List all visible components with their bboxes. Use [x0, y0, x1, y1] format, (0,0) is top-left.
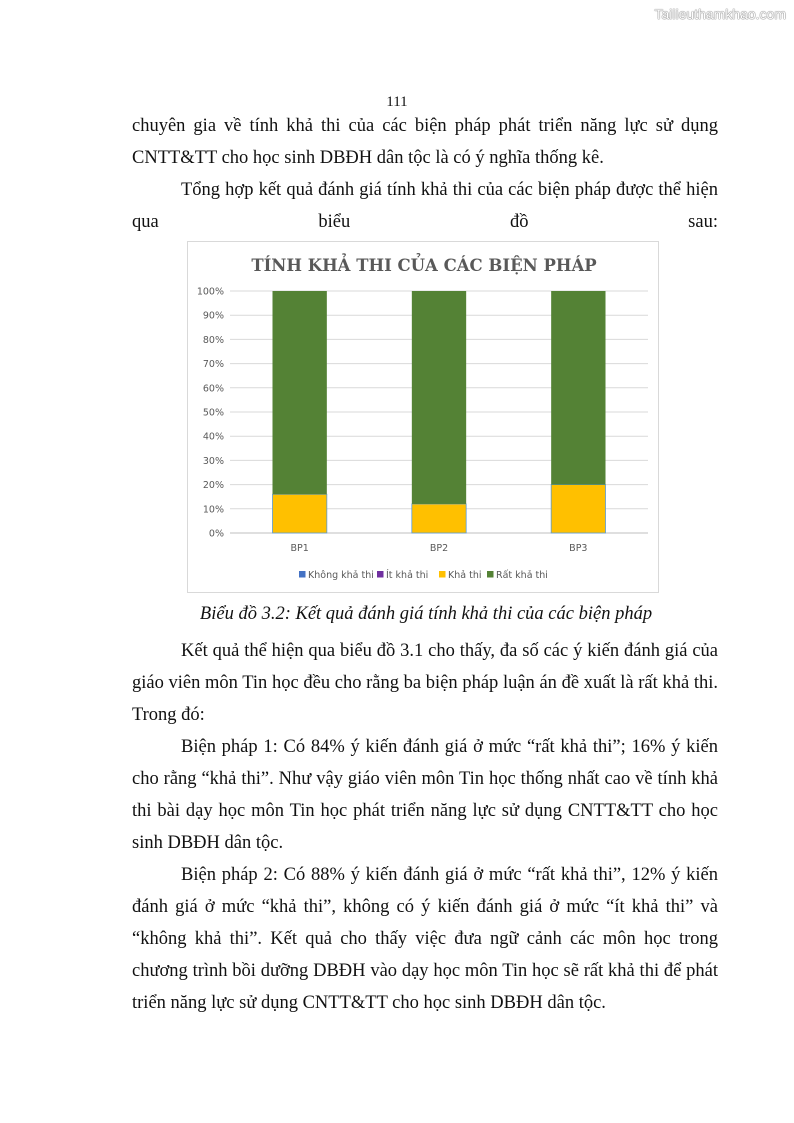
y-tick-label: 60% [202, 383, 224, 395]
text-block-bottom [132, 635, 718, 1019]
legend-label: Ít khả thi [386, 570, 429, 581]
paragraph: Kết quả thể hiện qua biểu đồ 3.1 cho thấy, đa số các ý kiến đánh giá của giáo viên môn Tin học đều cho rằng ba biện pháp luận án đề xuất là rất khả thi. Trong đó: [132, 641, 718, 725]
y-tick-label: 80% [202, 334, 224, 346]
y-tick-label: 70% [202, 359, 224, 371]
y-tick-label: 20% [202, 480, 224, 492]
chart-svg [188, 242, 658, 592]
y-tick-label: 90% [202, 310, 224, 322]
chart-caption: Biểu đồ 3.2: Kết quả đánh giá tính khả thi của các biện pháp [199, 604, 653, 624]
y-tick-label: 40% [202, 431, 224, 443]
bar-segment [551, 291, 605, 485]
y-tick-label: 0% [208, 528, 224, 540]
bar-segment [272, 291, 326, 494]
chart-title: TÍNH KHẢ THI CỦA CÁC BIỆN PHÁP [251, 256, 597, 275]
paragraph: Biện pháp 1: Có 84% ý kiến đánh giá ở mức “rất khả thi”; 16% ý kiến cho rằng “khả thi”. Như vậy giáo viên môn Tin học thống nhất cao về tính khả thi bài dạy học môn Tin học phát triển năng lực sử dụng CNTT&TT cho học sinh DBĐH dân tộc. [132, 737, 718, 853]
legend-swatch [377, 571, 384, 578]
bar-segment [551, 485, 605, 533]
legend-swatch [439, 571, 446, 578]
text-block-top [132, 110, 718, 238]
page-number: 111 [386, 94, 408, 110]
y-tick-label: 10% [202, 504, 224, 516]
bar-segment [412, 291, 466, 504]
y-tick-label: 50% [202, 407, 224, 419]
chart [187, 241, 659, 593]
watermark: Tailieuthamkhao.com [654, 6, 786, 22]
paragraph: chuyên gia về tính khả thi của các biện pháp phát triển năng lực sử dụng CNTT&TT cho học sinh DBĐH dân tộc là có ý nghĩa thống kê. [132, 116, 718, 168]
y-tick-label: 100% [196, 286, 224, 298]
paragraph: Tổng hợp kết quả đánh giá tính khả thi của các biện pháp được thể hiện qua biểu đồ sau: [132, 180, 718, 232]
legend-swatch [299, 571, 306, 578]
legend-label: Khả thi [448, 570, 482, 581]
legend-label: Không khả thi [308, 570, 374, 581]
x-tick-label: BP2 [429, 543, 449, 554]
legend-swatch [487, 571, 494, 578]
legend-label: Rất khả thi [496, 570, 548, 581]
x-tick-label: BP3 [569, 543, 588, 554]
bar-segment [412, 504, 466, 533]
paragraph: Biện pháp 2: Có 88% ý kiến đánh giá ở mức “rất khả thi”, 12% ý kiến đánh giá ở mức “khả thi”, không có ý kiến đánh giá ở mức “ít khả thi” và “không khả thi”. Kết quả cho thấy việc đưa ngữ cảnh các môn học trong chương trình bồi dưỡng DBĐH vào dạy học môn Tin học sẽ rất khả thi để phát triển năng lực sử dụng CNTT&TT cho học sinh DBĐH dân tộc. [132, 865, 718, 1013]
bar-segment [272, 494, 326, 533]
x-tick-label: BP1 [290, 543, 309, 554]
y-tick-label: 30% [202, 455, 224, 467]
